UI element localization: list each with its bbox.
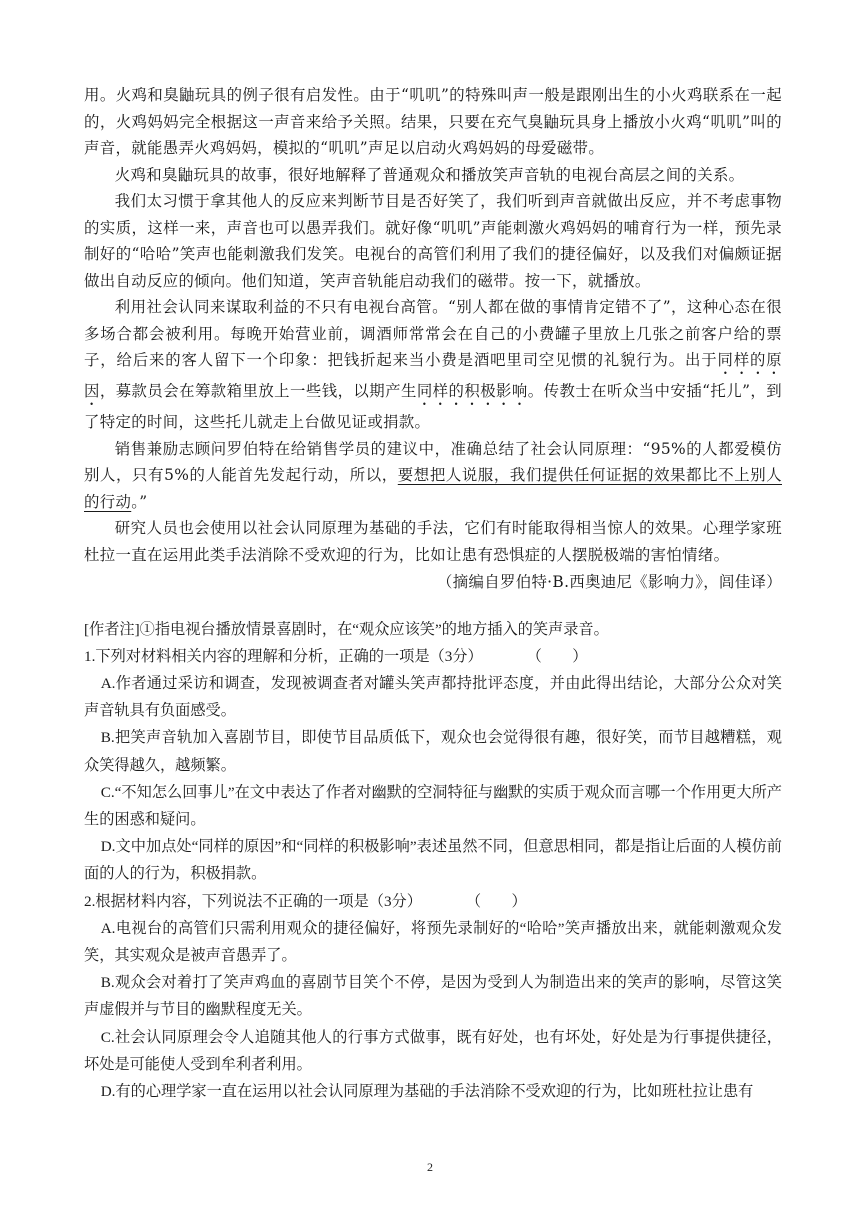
question-1-option-b: B.把笑声音轨加入喜剧节目，即使节目品质低下，观众也会觉得很有趣，很好笑，而节目越糟糕，观众笑得越久，越频繁。 [84,729,782,774]
passage-paragraph-4 [84,294,782,436]
reading-passage [84,82,782,596]
dotted-phrase-same-effect: 同样的积极影响 [416,382,528,400]
document-page [84,82,782,1105]
passage-paragraph-5 [84,436,782,516]
passage-paragraph-6: 研究人员也会使用以社会认同原理为基础的手法，它们有时能取得相当惊人的效果。心理学家班杜拉一直在运用此类手法消除不受欢迎的行为，比如让患有恐惧症的人摆脱极端的害怕情绪。 [84,519,782,564]
p4-text-a: 利用社会认同来谋取利益的不只有电视台高管。“别人都在做的事情肯定错不了”，这种心态在很多场合都会被利用。每晚开始营业前，调酒师常常会在自己的小费罐子里放上几张之前客户给的票子，给后来的客人留下一个印象：把钱折起来当小费是酒吧里司空见惯的礼貌行为。出于 [84,298,782,369]
question-1-option-a: A.作者通过采访和调查，发现被调查者对罐头笑声都持批评态度，并由此得出结论，大部分公众对笑声音轨具有负面感受。 [84,674,782,720]
question-1-stem: 1.下列对材料相关内容的理解和分析，正确的一项是（3分） （ ） [84,643,782,670]
question-2-option-b: B.观众会对着打了笑声鸡血的喜剧节目笑个不停，是因为受到人为制造出来的笑声的影响，尽管这笑声虚假并与节目的幽默程度无关。 [84,974,782,1019]
answer-blank: （ ） [526,647,588,665]
question-1-option-c: C.“不知怎么回事儿”在文中表达了作者对幽默的空洞特征与幽默的实质于观众而言哪一个作用更大所产生的困惑和疑问。 [84,783,782,828]
passage-paragraph-2: 火鸡和臭鼬玩具的故事，很好地解释了普通观众和播放笑声音轨的电视台高层之间的关系。 [114,165,745,184]
author-note: [作者注]①指电视台播放情景喜剧时，在“观众应该笑”的地方插入的笑声录音。 [84,620,609,638]
question-2-option-d: D.有的心理学家一直在运用以社会认同原理为基础的手法消除不受欢迎的行为，比如班杜拉让患有 [100,1082,754,1100]
questions-section [84,616,782,1106]
question-2-stem: 2.根据材料内容，下列说法不正确的一项是（3分） （ ） [84,888,782,915]
question-2-option-c: C.社会认同原理会令人追随其他人的行事方式做事，既有好处，也有坏处，好处是为行事提供捷径，坏处是可能使人受到牟利者利用。 [84,1028,782,1073]
passage-paragraph-1: 用。火鸡和臭鼬玩具的例子很有启发性。由于“叽叽”的特殊叫声一般是跟刚出生的小火鸡联系在一起的，火鸡妈妈完全根据这一声音来给予关照。结果，只要在充气臭鼬玩具身上播放小火鸡“叽叽”叫的声音，就能愚弄火鸡妈妈，模拟的“叽叽”声足以启动火鸡妈妈的母爱磁带。 [84,86,782,157]
p5-text-a: 销售兼励志顾问罗伯特在给销售学员的建议中，准确总结了社会认同原理：“95%的人都爱模仿别人，只有5%的人能首先发起行动，所以， [84,439,782,484]
underlined-sentence: 要想把人说服，我们提供任何证据的效果都比不上别人的行动 [84,466,782,511]
passage-source: （摘编自罗伯特·B.西奥迪尼《影响力》，闾佳译） [437,573,782,591]
dotted-phrase-same-reason: 同样的原因 [84,351,782,400]
p4-text-c: 。传教士在听众当中安插“托儿”，到了特定的时间，这些托儿就走上台做见证或捐款。 [84,382,783,431]
question-2-option-a: A.电视台的高管们只需利用观众的捷径偏好，将预先录制好的“哈哈”笑声播放出来，就能刺激观众发笑，其实观众是被声音愚弄了。 [84,919,782,964]
page-number: 2 [427,1160,433,1174]
p5-text-c: 。” [131,492,148,511]
question-1-option-d: D.文中加点处“同样的原因”和“同样的积极影响”表述虽然不同，但意思相同，都是指让后面的人模仿前面的人的行为，积极捐款。 [84,838,782,883]
answer-blank: （ ） [465,892,527,910]
passage-paragraph-3: 我们太习惯于拿其他人的反应来判断节目是否好笑了，我们听到声音就做出反应，并不考虑事物的实质，这样一来，声音也可以愚弄我们。就好像“叽叽”声能刺激火鸡妈妈的哺育行为一样，预先录制好的“哈哈”笑声也能刺激我们发笑。电视台的高管们利用了我们的捷径偏好，以及我们对偏颇证据做出自动反应的倾向。他们知道，笑声音轨能启动我们的磁带。按一下，就播放。 [84,192,782,290]
p4-text-b: ，募款员会在筹款箱里放上一些钱，以期产生 [99,382,417,400]
